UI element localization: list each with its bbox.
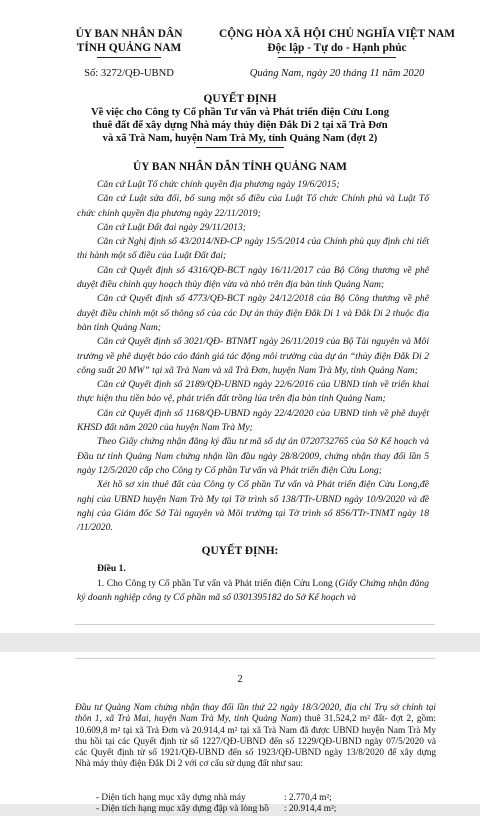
land-use-list [96, 793, 436, 816]
place-date: Quảng Nam, ngày 20 tháng 11 năm 2020 [249, 68, 425, 79]
article-1-label: Điều 1. [97, 563, 126, 574]
basis-item: Căn cứ Nghị định số 43/2014/NĐ-CP ngày 15/5/2014 của Chính phủ quy định chi tiết thi hành một số điều của Luật Đất đai; [77, 236, 429, 262]
basis-item: Căn cứ Luật Đất đai ngày 29/11/2013; [97, 221, 246, 233]
basis-item: Căn cứ Quyết định số 1168/QĐ-UBND ngày 22/4/2020 của UBND tỉnh về phê duyệt KHSD đất năm 2020 của huyện Nam Trà My; [77, 407, 429, 434]
document-page-2 [0, 652, 480, 815]
nation-motto: Độc lập - Tự do - Hạnh phúc [267, 42, 407, 54]
nation-name: CỘNG HÒA XÃ HỘI CHỦ NGHĨA VIỆT NAM [219, 28, 455, 40]
article-1-continuation: Đầu tư Quảng Nam chứng nhận thay đổi lần thứ 22 ngày 18/3/2020, địa chỉ Trụ sở chính tại thôn 1, xã Trà Mai, huyện Nam Trà My, tỉnh Quảng Nam) thuê 31.524,2 m² đất- đợt 2, gồm: 10.609,8 m² tại xã Trà Đơn và 20.914,4 m² tại xã Trà Nam đã được UBND huyện Nam Trà My thu hồi tại các Quyết định từ số 1227/QĐ-UBND đến số 1229/QĐ-UBND ngày 07/5/2020 và các Quyết định từ số 1921/QĐ-UBND đến số 1923/QĐ-UBND ngày 13/8/2020 để xây dựng Nhà máy thủy điện Đắk Di 2 với cơ cấu sử dụng đất như sau: [75, 703, 436, 770]
org-province: TỈNH QUẢNG NAM [76, 42, 182, 54]
subject-line-1: Về việc cho Công ty Cổ phần Tư vấn và Phát triển điện Cửu Long [91, 107, 389, 118]
issuer: ỦY BAN NHÂN DÂN TỈNH QUẢNG NAM [133, 161, 347, 173]
org-underline [97, 57, 161, 58]
basis-item: Căn cứ Quyết định số 4316/QĐ-BCT ngày 16/11/2017 của Bộ Công thương về phê duyệt điều chỉnh quy hoạch thủy điện vừa và nhỏ trên địa bàn tỉnh Quảng Nam; [77, 264, 429, 291]
basis-item: Căn cứ Quyết định số 2189/QĐ-UBND ngày 22/6/2016 của UBND tỉnh về triển khai thực hiện thu tiền bảo vệ, phát triển đất trồng lúa trên địa bàn tỉnh Quảng Nam; [77, 379, 429, 405]
page-header-line [75, 658, 435, 659]
subject-line-3: và xã Trà Nam, huyện Nam Trà My, tỉnh Quảng Nam (đợt 2) [102, 133, 378, 144]
list-item: - Diện tích hạng mục xây dựng nhà máy : 2.770,4 m²; [96, 793, 332, 803]
basis-item: Căn cứ Luật sửa đổi, bổ sung một số điều của Luật Tổ chức Chính phủ và Luật Tổ chức chính quyền địa phương ngày 22/11/2019; [77, 193, 429, 219]
basis-item: Căn cứ Luật Tổ chức chính quyền địa phương ngày 19/6/2015; [97, 179, 340, 190]
subject-line-2: thuê đất để xây dựng Nhà máy thủy điện Đắk Di 2 tại xã Trà Đơn [92, 120, 388, 131]
subject-underline [196, 147, 284, 148]
org-name: ỦY BAN NHÂN DÂN [75, 28, 183, 40]
page-number: 2 [237, 674, 243, 685]
basis-item: Xét hồ sơ xin thuê đất của Công ty Cổ phần Tư vấn và Phát triển điện Cửu Long,đề nghị của UBND huyện Nam Trà My tại Tờ trình số 138/TTr-UBND ngày 10/9/2020 và đề nghị của Giám đốc Sở Tài nguyên và Môi trường tại Tờ trình số 856/TTr-TNMT ngày 18 /11/2020. [77, 479, 429, 534]
doc-number: Số: 3272/QĐ-UBND [84, 68, 174, 79]
decision-title: QUYẾT ĐỊNH [203, 93, 277, 105]
page-footer-line [75, 624, 435, 625]
motto-underline [278, 57, 396, 58]
article-1-text: 1. Cho Công ty Cổ phần Tư vấn và Phát triển điện Cửu Long (Giấy Chứng nhận đăng ký doanh nghiệp công ty Cổ phần mã số 0301395182 do Sở Kế hoạch và [77, 578, 430, 604]
legal-bases [77, 178, 429, 535]
list-item: - Diện tích hạng mục xây dựng đập và lòng hồ : 20.914,4 m²; [96, 804, 337, 815]
basis-item: Căn cứ Quyết định số 3021/QĐ- BTNMT ngày 26/11/2019 của Bộ Tài nguyên và Môi trường về phê duyệt báo cáo đánh giá tác động môi trường của dự án “thủy điện Đắk Di 2 công suất 20 MW” tại xã Trà Nam và xã Trà Đơn, huyện Nam Trà My, tỉnh Quảng Nam; [77, 336, 429, 376]
decide-heading: QUYẾT ĐỊNH: [201, 545, 279, 557]
basis-item: Theo Giấy chứng nhận đăng ký đầu tư mã số dự án 0720732765 của Sở Kế hoạch và Đầu tư tỉnh Quảng Nam chứng nhận lần đầu ngày 28/8/2009, chứng nhận thay đổi lần 5 ngày 12/5/2020 cấp cho Công ty Cổ phần Tư vấn và Phát triển điện Cửu Long; [77, 436, 429, 476]
basis-item: Căn cứ Quyết định số 4773/QĐ-BCT ngày 24/12/2018 của Bộ Công thương về phê duyệt điều chỉnh một số thông số của các Dự án thủy điện Đắk Di 1 và Đắk Di 2 thuộc địa bàn tỉnh Quảng Nam; [77, 293, 429, 333]
